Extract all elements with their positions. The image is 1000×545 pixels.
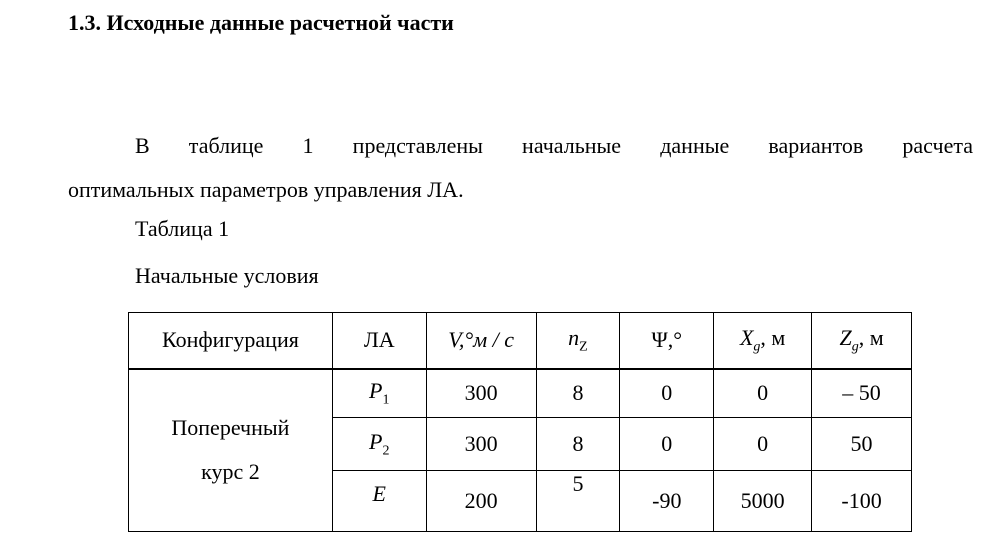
xg-cell: 0 <box>714 369 812 418</box>
paragraph-line-1: В таблице 1 представлены начальные данные вариантов расчета <box>135 133 973 158</box>
paragraph-line-2: оптимальных параметров управления ЛА. <box>68 177 464 202</box>
nz-cell: 8 <box>536 369 620 418</box>
xg-cell: 0 <box>714 418 812 471</box>
header-zg: $Z_g$, м <box>812 313 912 369</box>
psi-cell: 0 <box>620 369 714 418</box>
table-header-row <box>129 313 912 369</box>
config-cell: Поперечный курс 2 <box>129 369 333 532</box>
intro-paragraph <box>68 124 973 212</box>
xg-cell: 5000 <box>714 471 812 532</box>
v-cell: 200 <box>426 471 536 532</box>
psi-cell: -90 <box>620 471 714 532</box>
la-cell: E <box>332 471 426 532</box>
zg-cell: -100 <box>812 471 912 532</box>
v-cell: 300 <box>426 418 536 471</box>
table-row <box>129 369 912 418</box>
header-xg: $X_g$, м <box>714 313 812 369</box>
la-cell: $P_1$ <box>332 369 426 418</box>
table-number: Таблица 1 <box>135 216 230 241</box>
header-psi: Ψ,° <box>620 313 714 369</box>
table-title: Начальные условия <box>135 263 319 288</box>
nz-cell: 5 <box>536 471 620 532</box>
la-cell: $P_2$ <box>332 418 426 471</box>
psi-cell: 0 <box>620 418 714 471</box>
zg-cell: – 50 <box>812 369 912 418</box>
section-heading: 1.3. Исходные данные расчетной части <box>68 10 454 35</box>
initial-conditions-table <box>128 312 912 532</box>
header-la: ЛА <box>332 313 426 369</box>
header-v: V,°м / с <box>426 313 536 369</box>
nz-cell: 8 <box>536 418 620 471</box>
zg-cell: 50 <box>812 418 912 471</box>
v-cell: 300 <box>426 369 536 418</box>
header-config: Конфигурация <box>129 313 333 369</box>
header-nz: $n_Z$ <box>536 313 620 369</box>
